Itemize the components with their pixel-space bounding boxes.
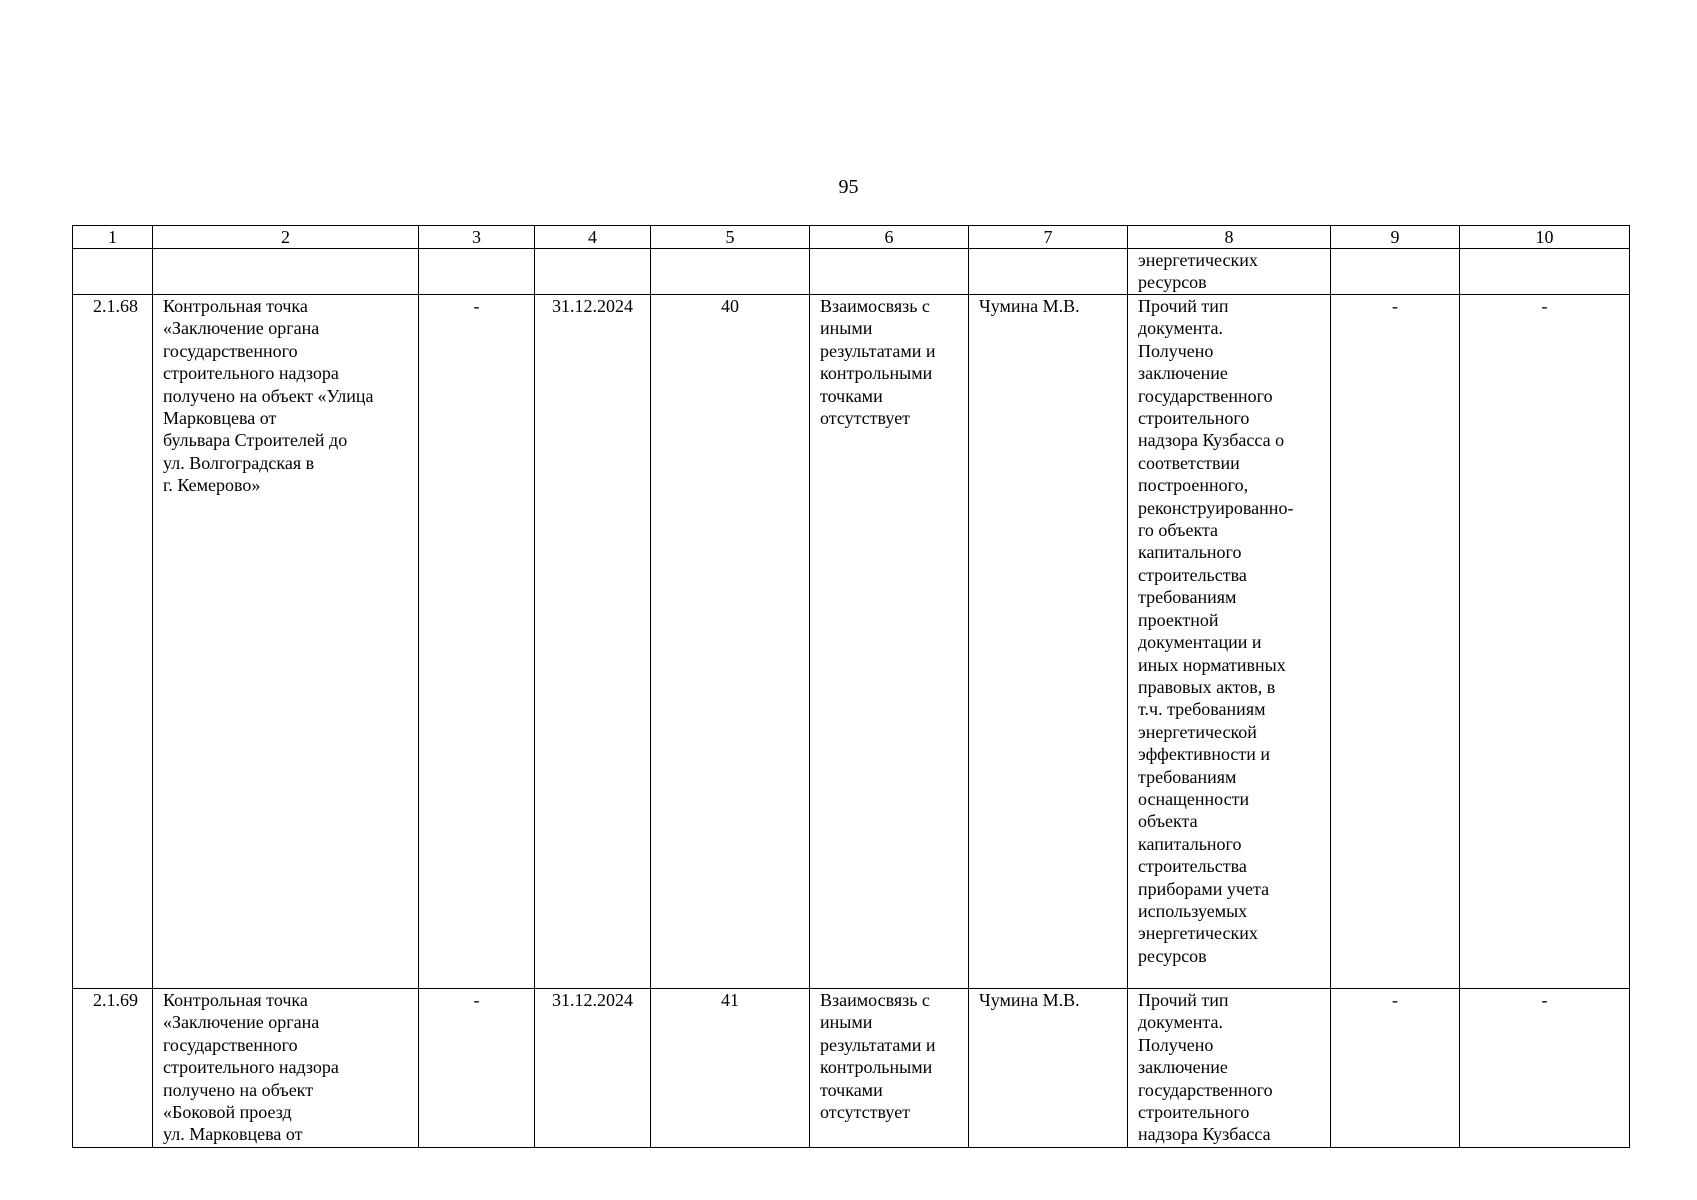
responsible-cell: Чумина М.В. bbox=[969, 295, 1128, 989]
table-cell: - bbox=[1460, 295, 1630, 989]
column-header: 7 bbox=[969, 226, 1128, 249]
table-cell: - bbox=[1331, 989, 1460, 1148]
responsible-cell: Чумина М.В. bbox=[969, 989, 1128, 1148]
relation-cell: Взаимосвязь с иными результатами и контрольными точками отсутствует bbox=[810, 989, 969, 1148]
control-point-name-cell: Контрольная точка «Заключение органа государственного строительного надзора получено на объект «Улица Марковцева от бульвара Строителей до ул. Волгоградская в г. Кемерово» bbox=[153, 295, 419, 989]
table-cell: - bbox=[1331, 295, 1460, 989]
column-number-header-row bbox=[73, 226, 1630, 249]
row-number-cell: 2.1.69 bbox=[73, 989, 153, 1148]
column-header: 9 bbox=[1331, 226, 1460, 249]
column-header: 3 bbox=[419, 226, 535, 249]
date-cell: 31.12.2024 bbox=[535, 989, 651, 1148]
column-header: 8 bbox=[1128, 226, 1331, 249]
document-cell: Прочий тип документа. Получено заключение государственного строительного надзора Кузбасса о соответствии построенного, реконструированно- го объекта капитального строительства требованиям проектной документации и иных нормативных правовых актов, в т.ч. требованиям энергетической эффективности и требованиям оснащенности объекта капитального строительства приборами учета используемых энергетических ресурсов bbox=[1128, 295, 1331, 989]
column-header: 10 bbox=[1460, 226, 1630, 249]
table-cell: - bbox=[419, 295, 535, 989]
control-points-table bbox=[72, 225, 1630, 1148]
page-number: 95 bbox=[838, 176, 859, 198]
table-cell bbox=[651, 249, 810, 295]
row-number-cell: 2.1.68 bbox=[73, 295, 153, 989]
table-cell bbox=[419, 249, 535, 295]
table-cell: - bbox=[419, 989, 535, 1148]
column-header: 4 bbox=[535, 226, 651, 249]
column-header: 1 bbox=[73, 226, 153, 249]
table-cell bbox=[810, 249, 969, 295]
table-cell bbox=[535, 249, 651, 295]
column-header: 6 bbox=[810, 226, 969, 249]
table-cell: 40 bbox=[651, 295, 810, 989]
table-cell bbox=[1460, 249, 1630, 295]
relation-cell: Взаимосвязь с иными результатами и контрольными точками отсутствует bbox=[810, 295, 969, 989]
table-row bbox=[73, 295, 1630, 989]
date-cell: 31.12.2024 bbox=[535, 295, 651, 989]
table-cell bbox=[969, 249, 1128, 295]
continuation-row bbox=[73, 249, 1630, 295]
table-cell bbox=[153, 249, 419, 295]
document-cell: энергетических ресурсов bbox=[1128, 249, 1331, 295]
table-cell: - bbox=[1460, 989, 1630, 1148]
table-cell bbox=[1331, 249, 1460, 295]
control-point-name-cell: Контрольная точка «Заключение органа государственного строительного надзора получено на объект «Боковой проезд ул. Марковцева от bbox=[153, 989, 419, 1148]
document-cell: Прочий тип документа. Получено заключение государственного строительного надзора Кузбасса bbox=[1128, 989, 1331, 1148]
table-cell: 41 bbox=[651, 989, 810, 1148]
column-header: 2 bbox=[153, 226, 419, 249]
column-header: 5 bbox=[651, 226, 810, 249]
table-row bbox=[73, 989, 1630, 1148]
table-cell bbox=[73, 249, 153, 295]
